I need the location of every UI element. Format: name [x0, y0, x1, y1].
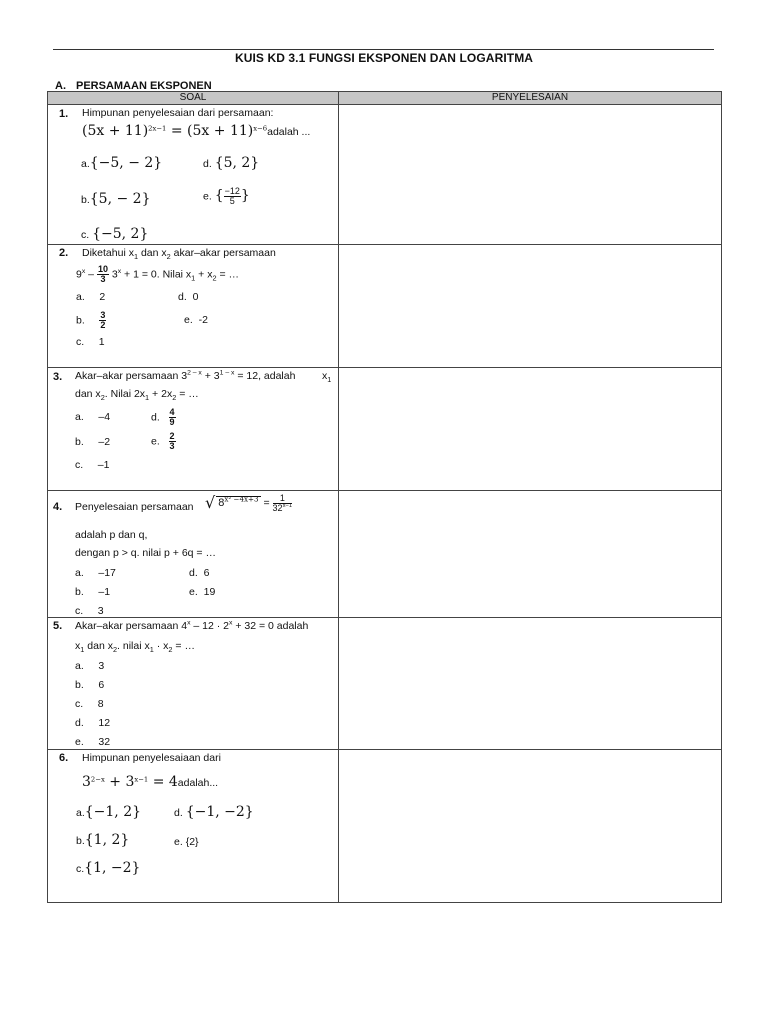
question-row-6 — [48, 750, 722, 903]
question-number: 1. — [59, 108, 69, 120]
question-number: 5. — [53, 620, 63, 632]
column-header-penyelesaian: PENYELESAIAN — [339, 92, 722, 105]
option-c: c. 1 — [76, 336, 105, 348]
option-c: c. 8 — [75, 698, 104, 710]
question-text-line2: $x_1$ dan $x_2$. nilai $x_1 \cdot x_2$ = … — [75, 640, 195, 655]
option-e: e. {2} — [174, 836, 199, 848]
answer-cell-6[interactable] — [339, 750, 722, 903]
question-number: 3. — [53, 371, 63, 383]
section-name: PERSAMAAN EKSPONEN — [76, 80, 212, 92]
question-text-line1: Akar–akar persamaan $4^x - 12 \cdot 2^x + 32 = 0$ adalah — [75, 619, 309, 632]
question-text-line2: dan $x_2$. Nilai $2x_1 + 2x_2$ = … — [75, 388, 199, 403]
question-text: Himpunan penyelesaian dari persamaan: — [82, 107, 274, 119]
option-b: b. 6 — [75, 679, 105, 691]
column-header-soal: SOAL — [48, 92, 339, 105]
question-equation: $3^{2-x} + 3^{x-1}$ = 4adalah... — [82, 774, 219, 790]
question-row-2 — [48, 245, 722, 368]
question-cell-5 — [48, 618, 339, 750]
question-text-line1: Akar–akar persamaan $3^{2 - x} + 3^{1 - x} = 12$, adalah — [75, 369, 296, 382]
option-b: b.{1, 2} — [76, 832, 130, 848]
option-a: a. –4 — [75, 411, 111, 423]
quiz-table — [47, 91, 722, 903]
option-b: b.{5, − 2} — [81, 191, 151, 207]
table-header-row — [48, 92, 722, 105]
question-row-3 — [48, 368, 722, 491]
option-e: e. { $\frac{-12}{5}$ } — [203, 186, 250, 206]
option-d: d. 12 — [75, 717, 111, 729]
question-equation: √ $8^{x^2 -4x+3}$ = $\frac{1}{32^{x-1}}$ — [205, 492, 293, 513]
section-letter: A. — [55, 80, 66, 92]
question-cell-3 — [48, 368, 339, 491]
answer-cell-4[interactable] — [339, 491, 722, 618]
question-text: Himpunan penyelesaiaan dari — [82, 752, 221, 764]
question-text-x1: $x_1$ — [322, 370, 332, 385]
header-rule — [53, 49, 714, 50]
page-title: KUIS KD 3.1 FUNGSI EKSPONEN DAN LOGARITMA — [234, 51, 534, 65]
question-row-1 — [48, 105, 722, 245]
question-number: 6. — [59, 752, 69, 764]
option-a: a. –17 — [75, 567, 116, 579]
question-cell-1 — [48, 105, 339, 245]
question-text: Diketahui $x_1$ dan $x_2$ akar–akar persamaan — [82, 247, 276, 262]
question-row-5 — [48, 618, 722, 750]
answer-cell-2[interactable] — [339, 245, 722, 368]
option-b: b. –2 — [75, 436, 111, 448]
question-equation: 9$^x$ – $\frac{10}{3}$ $3^x + 1 = 0$. Nilai $x_1 + x_2$ = … — [76, 264, 240, 284]
answer-cell-1[interactable] — [339, 105, 722, 245]
question-number: 4. — [53, 501, 63, 513]
option-a: a. 3 — [75, 660, 105, 672]
option-a: a. 2 — [76, 291, 106, 303]
question-cell-6 — [48, 750, 339, 903]
option-c: c. {−5, 2} — [81, 226, 149, 242]
option-c: c. –1 — [75, 459, 110, 471]
answer-cell-5[interactable] — [339, 618, 722, 750]
question-cell-2 — [48, 245, 339, 368]
option-c: c. 3 — [75, 605, 104, 617]
question-text-line2: adalah p dan q, — [75, 529, 148, 541]
option-a: a.{−5, − 2} — [81, 155, 163, 171]
option-d: d. 0 — [178, 291, 199, 303]
option-b: b. $\frac{3}{2}$ — [76, 310, 106, 330]
question-number: 2. — [59, 247, 69, 259]
option-b: b. –1 — [75, 586, 111, 598]
option-a: a.{−1, 2} — [76, 804, 142, 820]
option-e: e. 19 — [189, 586, 216, 598]
option-e: e. 32 — [75, 736, 111, 748]
question-text-line3: dengan p > q. nilai p + 6q = … — [75, 547, 216, 559]
question-row-4 — [48, 491, 722, 618]
option-d: d. {−1, −2} — [174, 804, 254, 820]
answer-cell-3[interactable] — [339, 368, 722, 491]
option-d: d. 6 — [189, 567, 210, 579]
option-c: c.{1, −2} — [76, 860, 141, 876]
option-e: e. -2 — [184, 314, 208, 326]
option-d: d. {5, 2} — [203, 155, 260, 171]
option-d: d. $\frac{4}{9}$ — [151, 407, 175, 427]
option-e: e. $\frac{2}{3}$ — [151, 431, 175, 451]
question-text-line1: Penyelesaian persamaan — [75, 501, 194, 513]
question-equation: $(5x + 11)^{2x-1} = (5x$ + $11)^{x-6}adalah$ ... — [82, 123, 311, 139]
question-cell-4 — [48, 491, 339, 618]
